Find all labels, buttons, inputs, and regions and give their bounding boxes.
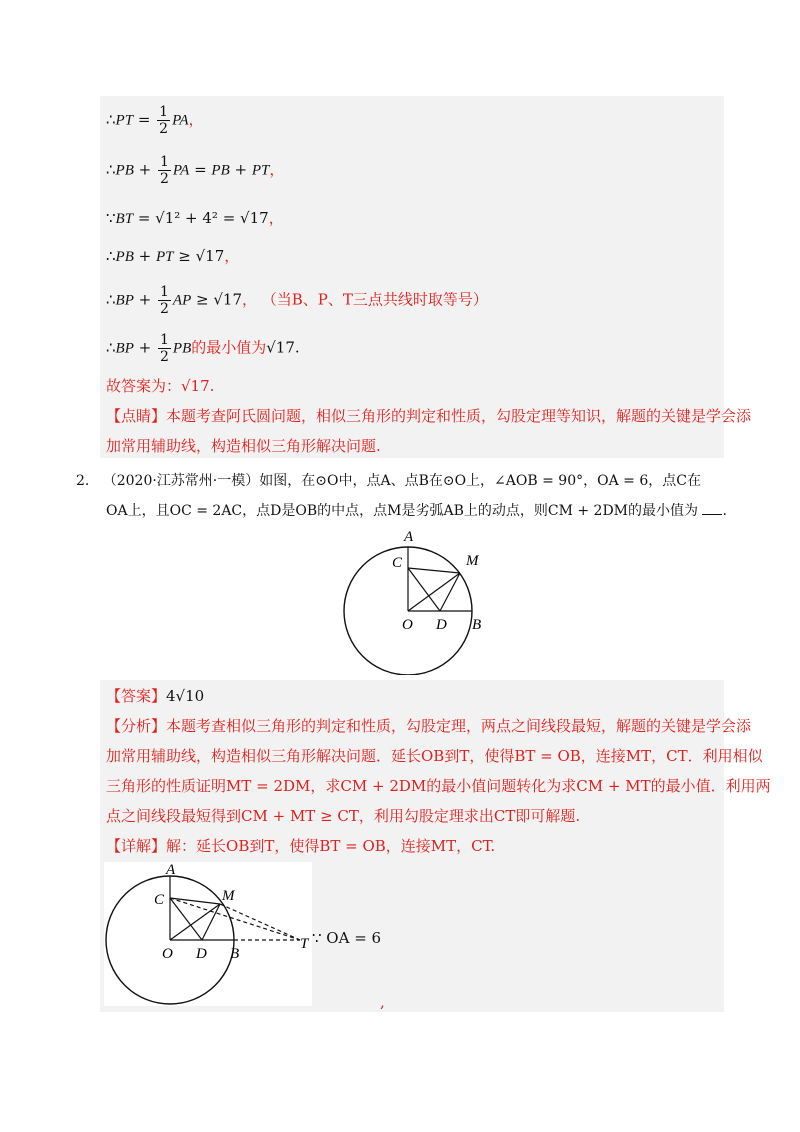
step-5: ∴BP + $\frac{1}{2}$ AP ≥ √17， （当B、P、T三点共线时取等号）: [106, 284, 488, 317]
figure-2: [104, 862, 324, 1008]
label-C: C: [154, 892, 165, 908]
comment-line-1: 【点睛】本题考查阿氏圆问题，相似三角形的判定和性质，勾股定理等知识，解题的关键是学会添: [106, 407, 752, 425]
analysis-line-1: 【分析】本题考查相似三角形的判定和性质，勾股定理，两点之间线段最短，解题的关键是学会添: [106, 717, 752, 735]
step-1: ∴PT = $\frac{1}{2}$ PA，: [106, 104, 204, 137]
solution-block-1: [100, 96, 724, 458]
label-O: O: [402, 617, 413, 633]
label-C: C: [392, 555, 403, 571]
label-D: D: [196, 946, 207, 962]
question-line-2: OA上，且OC = 2AC，点D是OB的中点，点M是劣弧AB上的动点，则CM + 2DM的最小值为 .: [106, 503, 727, 519]
step-6: ∴BP + $\frac{1}{2}$ PB的最小值为√17.: [106, 332, 300, 365]
answer-line: 【答案】4√10: [106, 687, 205, 705]
step-3: ∵BT = √1² + 4² = √17，: [106, 209, 284, 227]
step-4: ∴PB + PT ≥ √17，: [106, 247, 240, 265]
comment-line-2: 加常用辅助线，构造相似三角形解决问题.: [106, 437, 381, 455]
figure-1: [330, 525, 510, 675]
label-M: M: [466, 553, 479, 569]
label-D: D: [436, 617, 447, 633]
label-B: B: [230, 946, 240, 962]
label-A: A: [404, 529, 414, 545]
label-M: M: [222, 888, 235, 904]
label-T: T: [300, 936, 309, 952]
equality-note: （当B、P、T三点共线时取等号）: [261, 290, 488, 309]
label-A: A: [166, 862, 176, 878]
step-2: ∴PB + $\frac{1}{2}$ PA = PB + PT，: [106, 154, 285, 187]
label-O: O: [162, 946, 173, 962]
trailing-comma: ,: [380, 993, 385, 1011]
given-oa: ∵ OA = 6: [312, 929, 382, 947]
detail-line: 【详解】解：延长OB到T，使得BT = OB，连接MT，CT.: [106, 837, 496, 855]
analysis-line-4: 点之间线段最短得到CM + MT ≥ CT，利用勾股定理求出CT即可解题.: [106, 807, 581, 825]
final-answer: 故答案为：√17.: [106, 377, 215, 395]
analysis-line-2: 加常用辅助线，构造相似三角形解决问题．延长OB到T，使得BT = OB，连接MT，CT．利用相似: [106, 747, 763, 765]
label-B: B: [472, 617, 482, 633]
question-line-1: 2. （2020·江苏常州·一模）如图，在⊙O中，点A、点B在⊙O上，∠AOB = 90°，OA = 6，点C在: [76, 473, 701, 489]
analysis-line-3: 三角形的性质证明MT = 2DM，求CM + 2DM的最小值问题转化为求CM + MT的最小值．利用两: [106, 777, 771, 795]
